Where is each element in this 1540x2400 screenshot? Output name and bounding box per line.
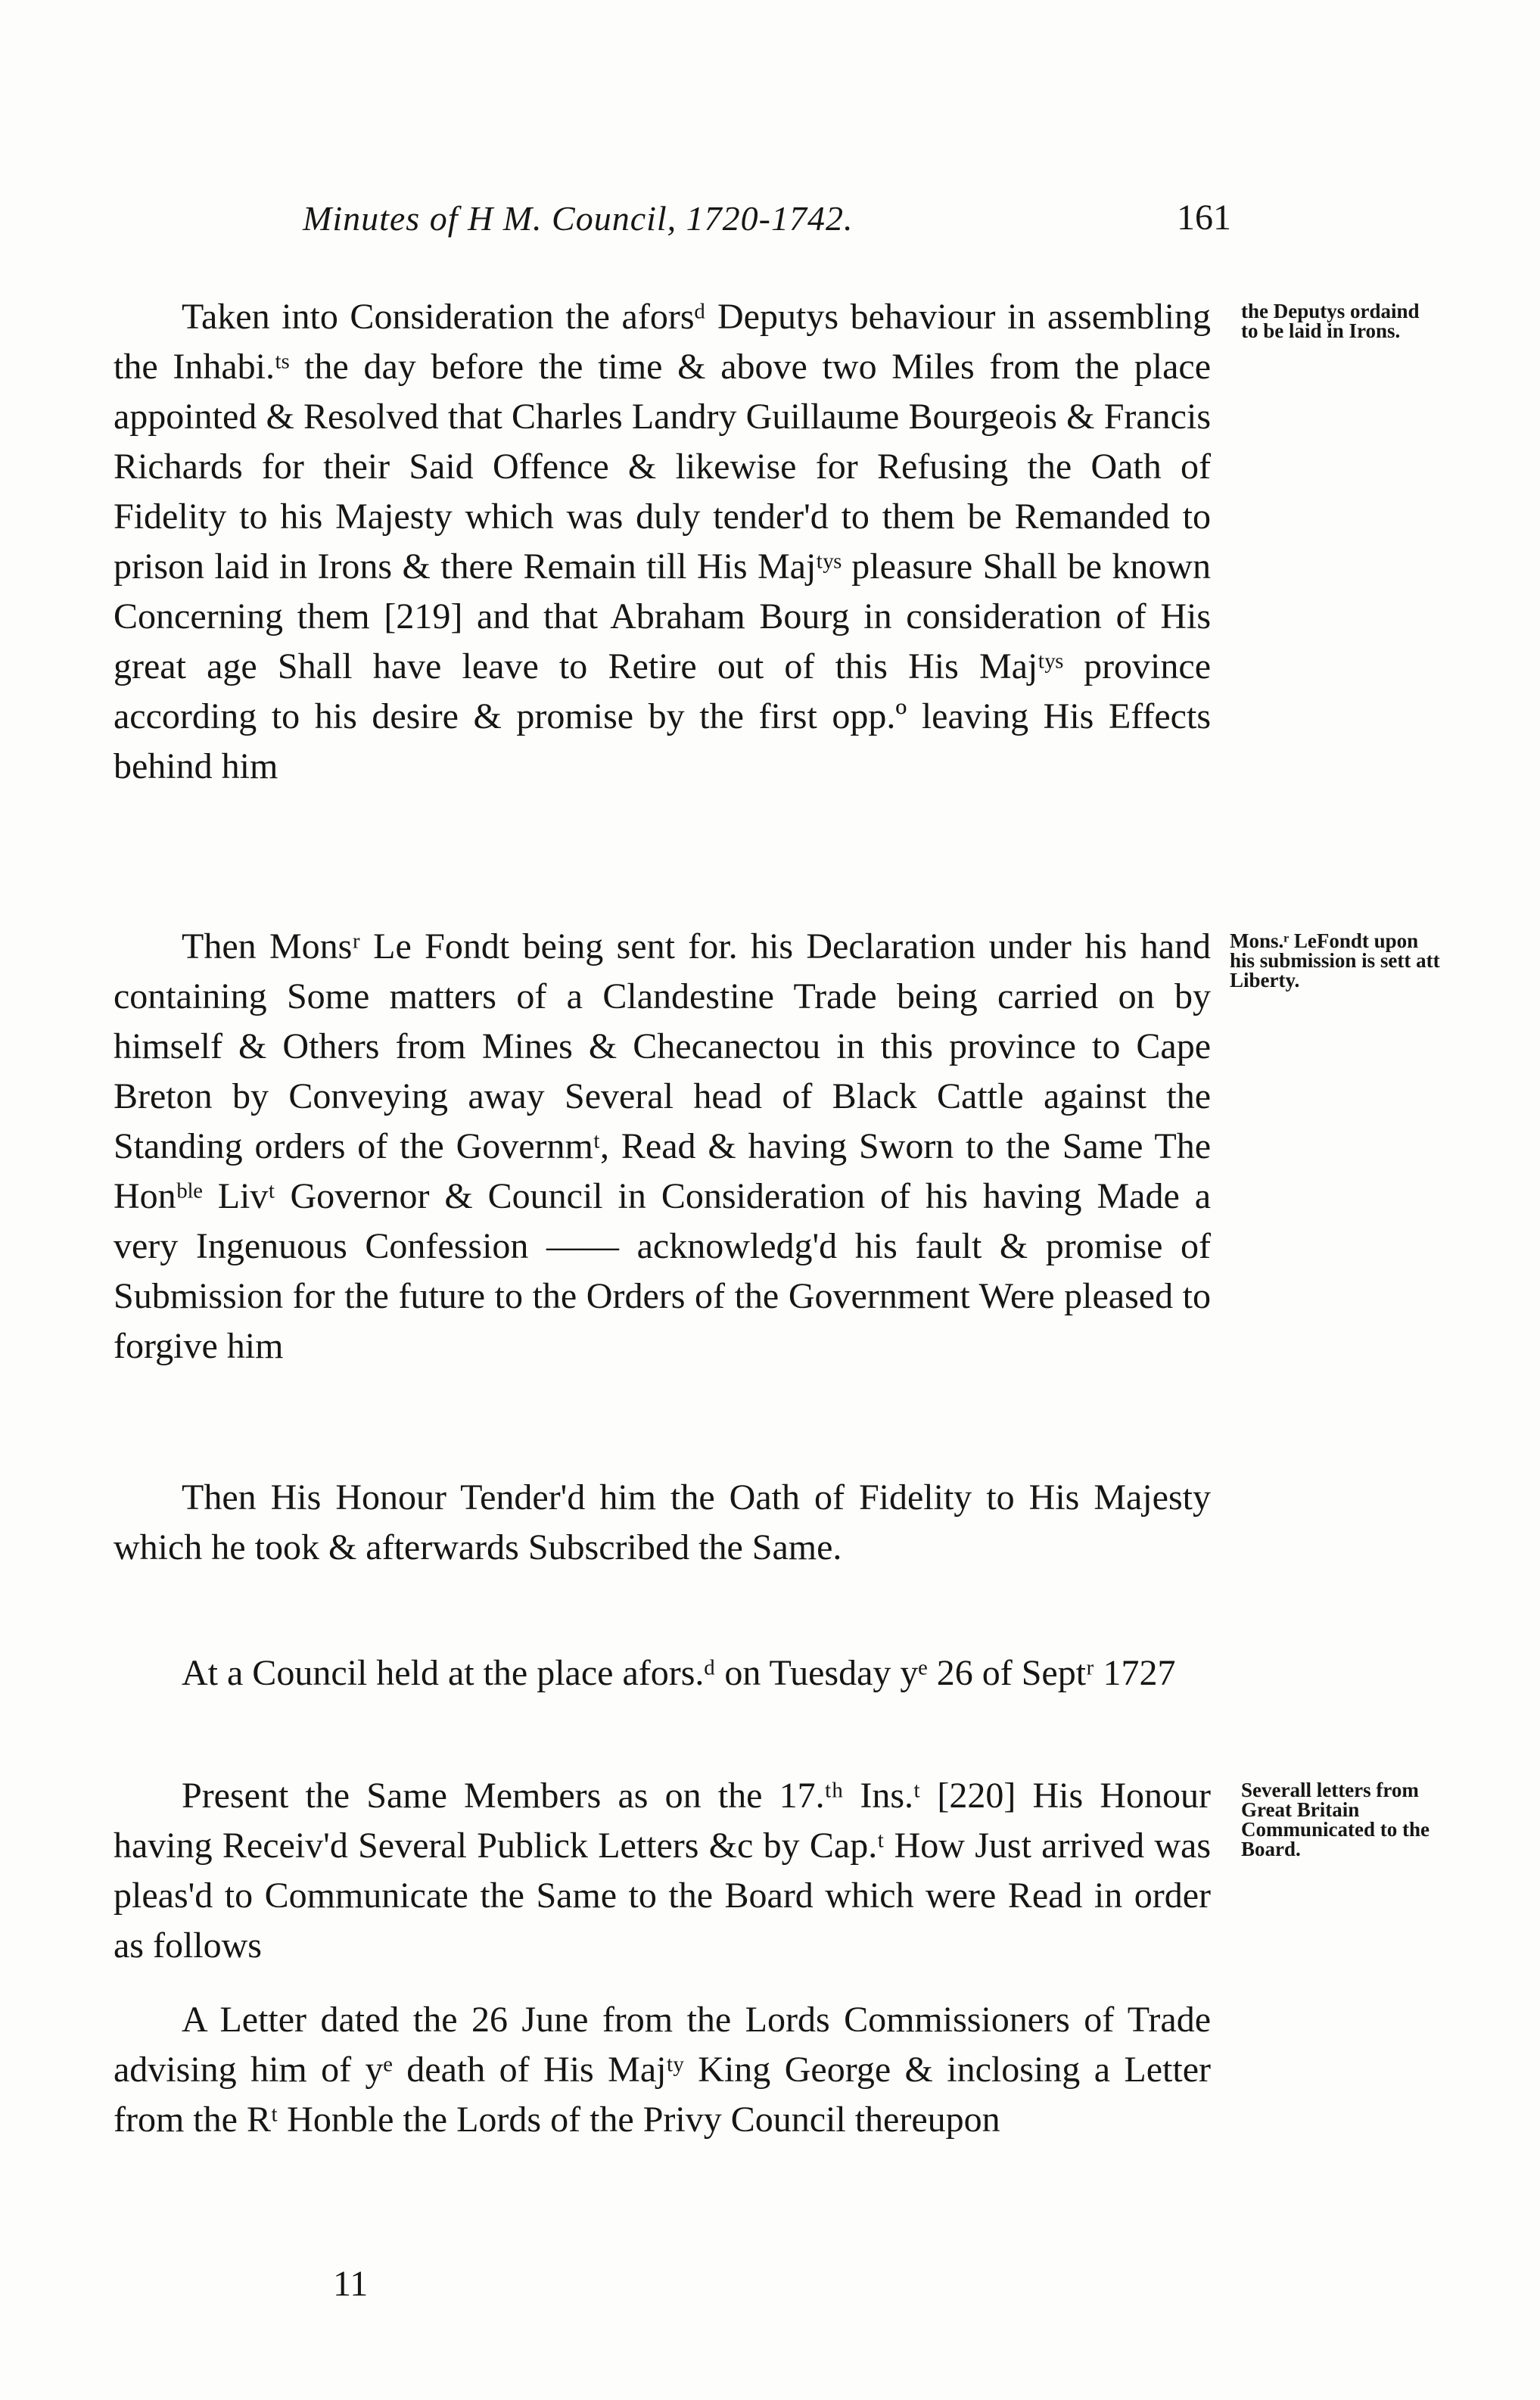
paragraph-present: Present the Same Members as on the 17.ᵗʰ Ins.ᵗ [220] His Honour having Receiv'd Several Publick Letters &c by Cap.ᵗ How Just arrived was pleas'd to Communicate the Same to the Board which were Read in order as follows xyxy=(114,1776,1211,1966)
paragraph-council-heading: At a Council held at the place afors.ᵈ on Tuesday yᵉ 26 of Septʳ 1727 xyxy=(182,1653,1176,1693)
margin-note-deputys: the Deputys ordaind to be laid in Irons. xyxy=(1241,300,1420,342)
paragraph-deputys: Taken into Consideration the aforsᵈ Deputys behaviour in assembling the Inhabi.ᵗˢ the day before the time & above two Miles from the place appointed & Resolved that Charles Landry Guillaume Bourgeois & Francis Richards for their Said Offence & likewise for Refusing the Oath of Fidelity to his Majesty which was duly tender'd to them be Remanded to prison laid in Irons & there Remain till His Majᵗʸˢ pleasure Shall be known Concerning them [219] and that Abraham Bourg in consideration of His great age Shall have leave to Retire out of this His Majᵗʸˢ province according to his desire & promise by the first opp.º leaving His Effects behind him xyxy=(114,297,1211,786)
paragraph-oath: Then His Honour Tender'd him the Oath of Fidelity to His Majesty which he took & afterwards Subscribed the Same. xyxy=(114,1477,1211,1567)
margin-note-le-fondt: Mons.ʳ LeFondt upon his submission is sett att Liberty. xyxy=(1230,929,1440,991)
margin-note-letters: Severall letters from Great Britain Communicated to the Board. xyxy=(1241,1779,1430,1860)
paragraph-le-fondt: Then Monsʳ Le Fondt being sent for. his Declaration under his hand containing Some matters of a Clandestine Trade being carried on by himself & Others from Mines & Checanectou in this province to Cape Breton by Conveying away Several head of Black Cattle against the Standing orders of the Governmᵗ, Read & having Sworn to the Same The Honᵇˡᵉ Livᵗ Governor & Council in Consideration of his having Made a very Ingenuous Confession —— acknowledg'd his fault & promise of Submission for the future to the Orders of the Government Were pleased to forgive him xyxy=(114,926,1211,1366)
running-header: Minutes of H M. Council, 1720-1742. xyxy=(303,199,854,238)
page-number: 161 xyxy=(1177,198,1231,238)
signature-mark: 11 xyxy=(333,2264,369,2304)
paragraph-letter: A Letter dated the 26 June from the Lords Commissioners of Trade advising him of yᵉ death of His Majᵗʸ King George & inclosing a Letter from the Rᵗ Honble the Lords of the Privy Council thereupon xyxy=(114,2000,1211,2140)
